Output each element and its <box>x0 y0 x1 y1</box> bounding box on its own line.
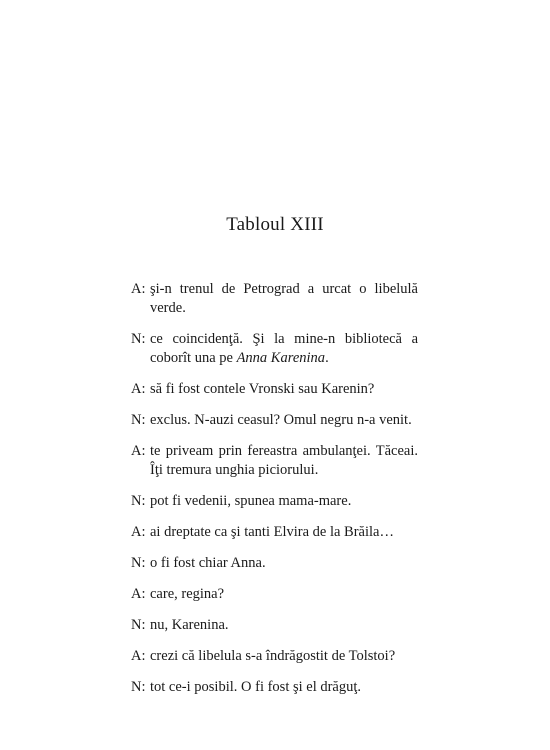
speech-text-part: ce coincidenţă. Şi la mine-n bibliotecă a coborît una pe <box>150 331 418 366</box>
speech-text: exclus. N-auzi ceasul? Omul negru n-a venit. <box>150 412 412 428</box>
dialogue-line <box>131 523 418 542</box>
dialogue-line <box>131 380 418 399</box>
speech-text: pot fi vedenii, spunea mama-mare. <box>150 493 352 509</box>
book-title-italic: Anna Karenina <box>236 350 326 366</box>
speaker-label: A: <box>131 586 146 602</box>
speaker-label: N: <box>131 617 146 633</box>
speech-text <box>150 330 418 368</box>
dialogue-line <box>131 647 418 666</box>
speech-text: ai dreptate ca şi tanti Elvira de la Brăila… <box>150 524 394 540</box>
dialogue-line <box>131 280 418 318</box>
speaker-label: A: <box>131 524 146 540</box>
dialogue-line <box>131 442 418 480</box>
dialogue-line <box>131 330 418 368</box>
dialogue-line <box>131 678 418 697</box>
speech-text: o fi fost chiar Anna. <box>150 555 266 571</box>
speaker-label: N: <box>131 493 146 509</box>
speech-text: te priveam prin fereastra ambulanţei. Tăceai. Îţi tremura unghia piciorului. <box>150 443 418 478</box>
speech-text-part: . <box>325 350 329 366</box>
speaker-label: N: <box>131 679 146 695</box>
speech-text: nu, Karenina. <box>150 617 229 633</box>
speech-text: şi-n trenul de Petrograd a urcat o libelulă verde. <box>150 281 418 316</box>
speaker-label: N: <box>131 555 146 571</box>
speech-text: tot ce-i posibil. O fi fost şi el drăguţ. <box>150 679 362 695</box>
speaker-label: A: <box>131 443 146 459</box>
dialogue-line <box>131 554 418 573</box>
speaker-label: A: <box>131 648 146 664</box>
speaker-label: A: <box>131 381 146 397</box>
dialogue <box>131 280 418 709</box>
page-title: Tabloul XIII <box>226 214 324 235</box>
speaker-label: A: <box>131 281 146 297</box>
speech-text: crezi că libelula s-a îndrăgostit de Tolstoi? <box>150 648 396 664</box>
speaker-label: N: <box>131 331 146 347</box>
dialogue-line <box>131 585 418 604</box>
dialogue-line <box>131 616 418 635</box>
speech-text: care, regina? <box>150 586 225 602</box>
speaker-label: N: <box>131 412 146 428</box>
speech-text: să fi fost contele Vronski sau Karenin? <box>150 381 375 397</box>
dialogue-line <box>131 492 418 511</box>
dialogue-line <box>131 411 418 430</box>
